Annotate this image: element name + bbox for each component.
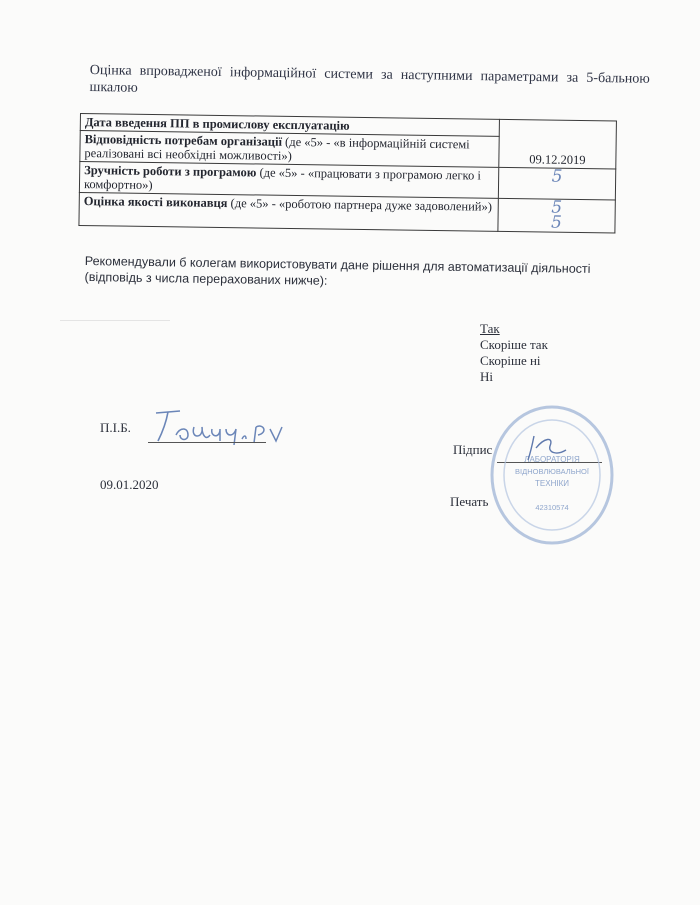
criterion-cell: Зручність роботи з програмою (де «5» - «працювати з програмою легко і комфортно») <box>79 162 498 199</box>
recommendation-question: Рекомендували б колегам використовувати дане рішення для автоматизації діяльності (відповідь з числа перерахованих нижче): <box>84 253 591 288</box>
criterion-cell: Відповідність потребам організації (де «5» - «в інформаційній системі реалізовані всі необхідні можливості») <box>80 131 499 168</box>
signature-label: Підпис <box>453 442 493 457</box>
signature-mark <box>520 430 580 464</box>
stamp-text-line: ТЕХНІКИ <box>535 479 569 488</box>
criterion-cell: Дата введення ПП в промислову експлуатацію <box>80 114 499 137</box>
criterion-cell: Оцінка якості виконавця (де «5» - «роботою партнера дуже задоволений») <box>79 192 498 231</box>
name-underline <box>148 442 266 443</box>
stamp-text-line: 42310574 <box>535 503 569 512</box>
stamp-text-line: ВІДНОВЛЮВАЛЬНОЇ <box>515 467 589 476</box>
implementation-date-value: 09.12.2019 <box>499 119 617 169</box>
handwritten-name-signature <box>150 405 290 445</box>
option-yes: Так <box>480 321 500 336</box>
document-date: 09.01.2020 <box>100 477 159 492</box>
full-name-label: П.І.Б. <box>100 420 131 435</box>
score-cell <box>498 198 615 233</box>
option-rather-no: Скоріше ні <box>480 353 541 368</box>
stamp-label: Печать <box>450 494 489 509</box>
answer-options <box>480 321 548 385</box>
divider <box>60 320 170 321</box>
score-cell <box>498 167 615 200</box>
option-no: Ні <box>480 369 493 384</box>
option-rather-yes: Скоріше так <box>480 337 548 352</box>
organization-stamp <box>485 400 620 550</box>
intro-paragraph: Оцінка впровадженої інформаційної системи за наступними параметрами за 5-бальною шкалою <box>89 62 650 96</box>
evaluation-table <box>78 113 617 233</box>
handwritten-score: 5 <box>550 212 563 233</box>
table-row <box>79 192 615 232</box>
stamp-text-line: ЛАБОРАТОРІЯ <box>524 455 580 464</box>
handwritten-score: 5 <box>551 197 563 218</box>
handwritten-score: 5 <box>551 166 563 187</box>
